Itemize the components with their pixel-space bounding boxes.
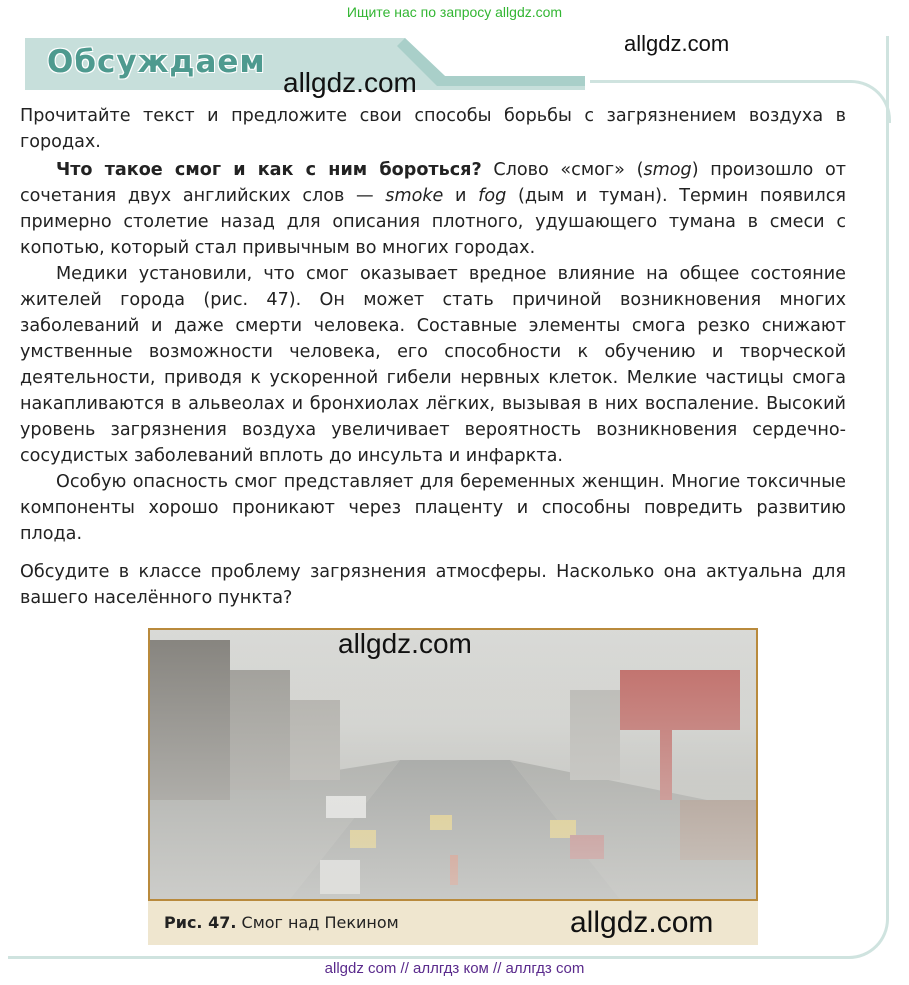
figure-label: Рис. 47. — [164, 913, 237, 932]
figure-caption — [164, 913, 399, 932]
paragraph-smog-definition — [20, 157, 846, 261]
paragraph-health-effects: Медики установили, что смог оказывает вредное влияние на общее состояние жителей города (рис. 47). Он может стать причиной возникновения многих заболеваний и даже смерти человека. Составные элементы смога резко снижают умственные возможности человека, его способности к обучению и творческой деятельности, приводя к ускоренной гибели нервных клеток. Мелкие частицы смога накапливаются в альвеолах и бронхиолах лёгких, вызывая в них воспаление. Высокий уровень загрязнения воздуха увеличивает вероятность возникновения сердечно-сосудистых заболеваний вплоть до инсульта и инфаркта. — [20, 264, 846, 466]
text-run: и — [443, 186, 479, 206]
section-title: Обсуждаем — [47, 44, 266, 80]
paragraph-heading: Что такое смог и как с ним бороться? — [56, 160, 482, 180]
article-text — [20, 157, 846, 547]
term-smog: smog — [643, 160, 692, 180]
top-search-hint[interactable]: Ищите нас по запросу allgdz.com — [346, 4, 563, 20]
watermark: allgdz.com — [283, 67, 417, 98]
text-run: ) произошло от сочетания двух английских слов — — [20, 160, 846, 206]
paragraph-pregnancy: Особую опасность смог представляет для беременных женщин. Многие токсичные компоненты хорошо проникают через плаценту и способны повредить развитию плода. — [20, 472, 846, 544]
term-smoke: smoke — [385, 186, 444, 206]
footer-links[interactable]: allgdz com // аллгдз ком // аллгдз com — [324, 960, 585, 977]
watermark: allgdz.com — [338, 628, 472, 659]
smog-street-illustration — [150, 630, 756, 899]
term-fog: fog — [478, 186, 507, 206]
discussion-paragraph: Обсудите в классе проблему загрязнения атмосферы. Насколько она актуальна для вашего населённого пункта? — [20, 562, 846, 608]
watermark: allgdz.com — [570, 906, 714, 939]
intro-text — [20, 103, 846, 155]
figure-photo-smog-beijing — [148, 628, 758, 901]
figure-caption-text: Смог над Пекином — [241, 913, 399, 932]
text-run: Слово «смог» ( — [481, 160, 644, 180]
watermark: allgdz.com — [624, 31, 730, 56]
text-run: (дым и туман). Термин появился примерно столетие назад для описания плотного, удушающего тумана в смеси с копотью, который стал привычным во многих городах. — [20, 186, 846, 258]
intro-paragraph: Прочитайте текст и предложите свои способы борьбы с загрязнением воздуха в городах. — [20, 106, 846, 152]
discussion-prompt — [20, 559, 846, 611]
